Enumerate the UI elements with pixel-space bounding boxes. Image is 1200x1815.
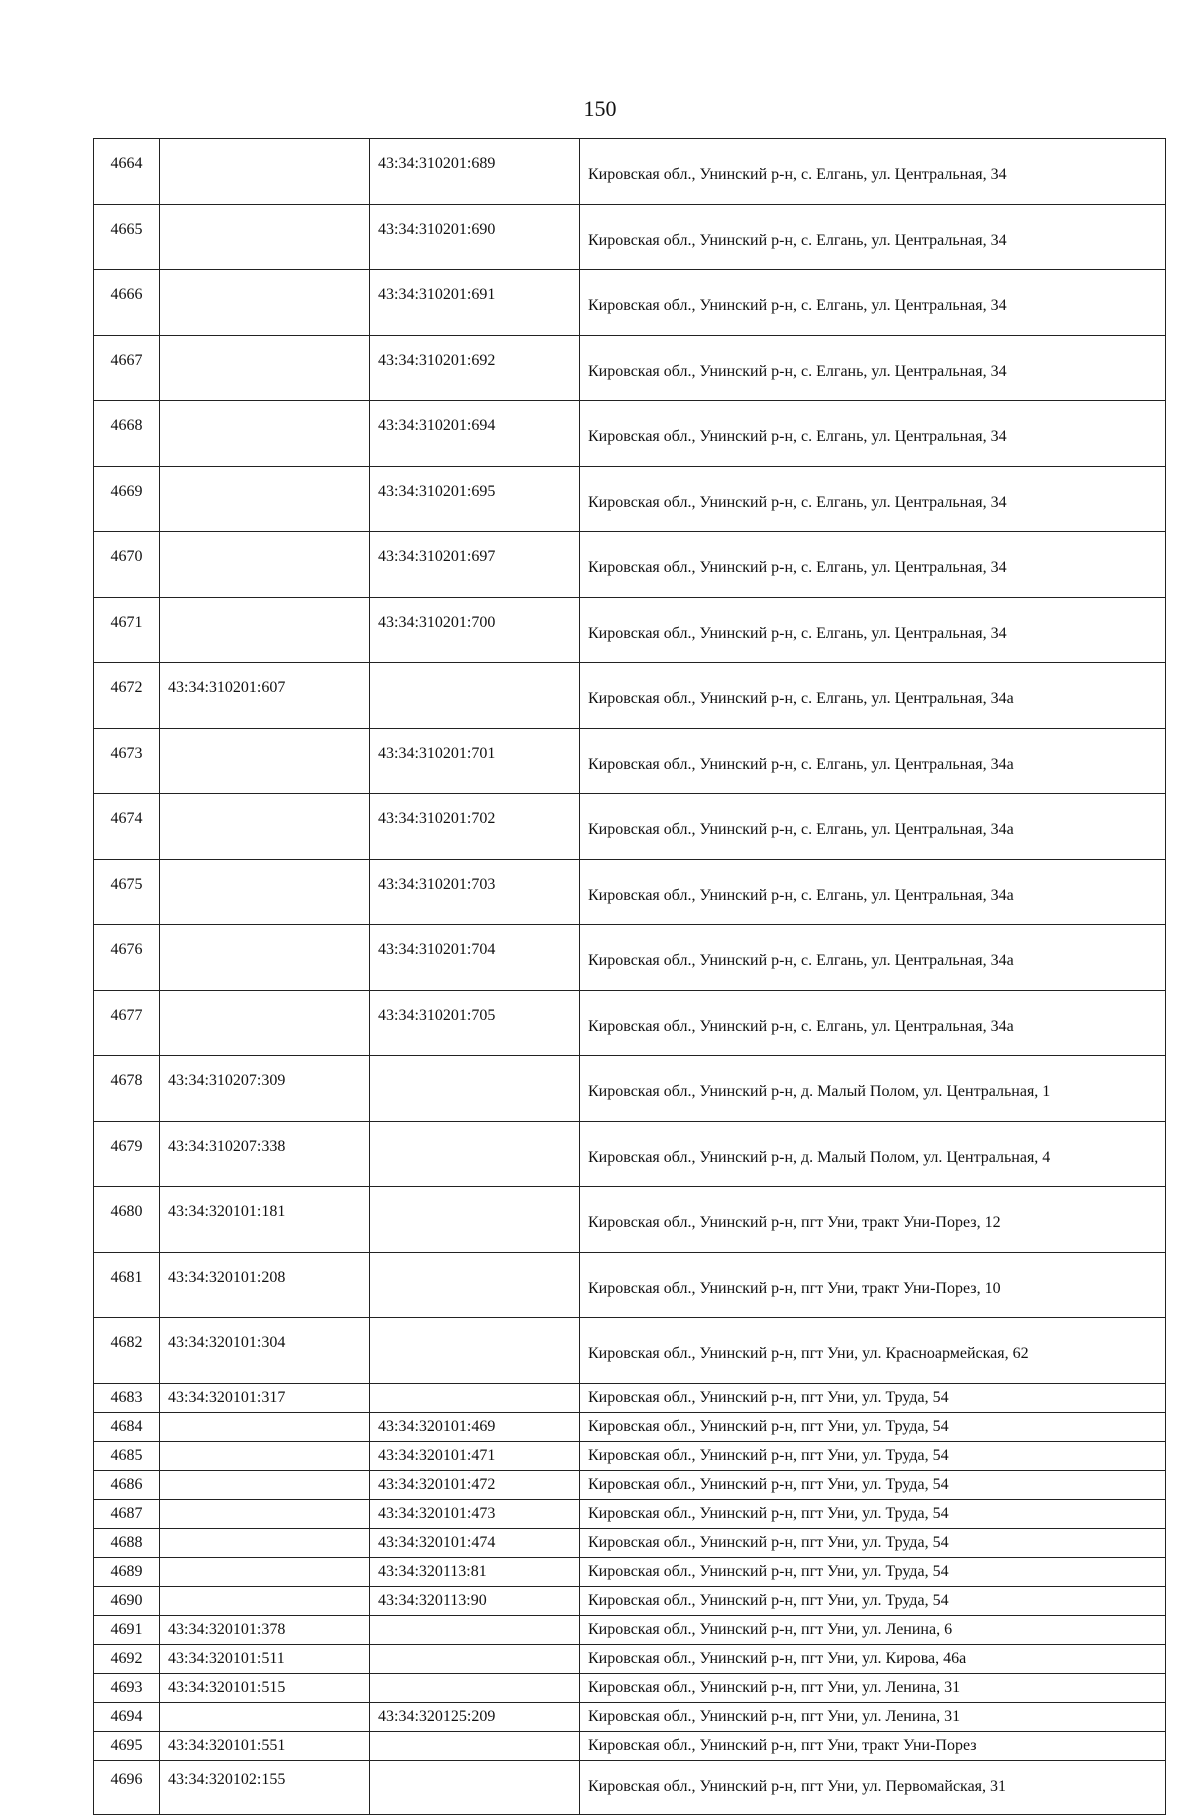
- row-number: 4687: [94, 1499, 160, 1528]
- cadastral-number-b: [370, 1383, 580, 1412]
- cadastral-number-a: 43:34:320101:515: [160, 1673, 370, 1702]
- cadastral-number-b: 43:34:310201:700: [370, 597, 580, 663]
- cadastral-number-a: [160, 466, 370, 532]
- address-cell: Кировская обл., Унинский р-н, пгт Уни, ул. Труда, 54: [580, 1528, 1166, 1557]
- cadastral-number-b: 43:34:310201:695: [370, 466, 580, 532]
- address-cell: Кировская обл., Унинский р-н, с. Елгань, ул. Центральная, 34а: [580, 728, 1166, 794]
- address-cell: Кировская обл., Унинский р-н, с. Елгань, ул. Центральная, 34: [580, 401, 1166, 467]
- row-number: 4689: [94, 1557, 160, 1586]
- cadastral-number-b: [370, 1644, 580, 1673]
- cadastral-number-b: 43:34:320101:471: [370, 1441, 580, 1470]
- cadastral-number-a: [160, 401, 370, 467]
- table-row: [94, 990, 1166, 1056]
- cadastral-number-b: [370, 1187, 580, 1253]
- cadastral-number-b: [370, 1731, 580, 1760]
- cadastral-number-a: [160, 1441, 370, 1470]
- address-cell: Кировская обл., Унинский р-н, с. Елгань, ул. Центральная, 34а: [580, 925, 1166, 991]
- row-number: 4668: [94, 401, 160, 467]
- cadastral-number-a: 43:34:310207:309: [160, 1056, 370, 1122]
- address-cell: Кировская обл., Унинский р-н, с. Елгань, ул. Центральная, 34: [580, 204, 1166, 270]
- cadastral-number-b: 43:34:310201:691: [370, 270, 580, 336]
- row-number: 4692: [94, 1644, 160, 1673]
- row-number: 4673: [94, 728, 160, 794]
- row-number: 4680: [94, 1187, 160, 1253]
- cadastral-number-a: [160, 1586, 370, 1615]
- cadastral-number-b: [370, 663, 580, 729]
- address-cell: Кировская обл., Унинский р-н, пгт Уни, ул. Труда, 54: [580, 1586, 1166, 1615]
- table-row: [94, 1702, 1166, 1731]
- table-row: [94, 1528, 1166, 1557]
- table-row: [94, 270, 1166, 336]
- cadastral-number-a: [160, 1528, 370, 1557]
- address-cell: Кировская обл., Унинский р-н, д. Малый Полом, ул. Центральная, 4: [580, 1121, 1166, 1187]
- address-cell: Кировская обл., Унинский р-н, с. Елгань, ул. Центральная, 34: [580, 597, 1166, 663]
- address-cell: Кировская обл., Унинский р-н, д. Малый Полом, ул. Центральная, 1: [580, 1056, 1166, 1122]
- cadastral-number-b: [370, 1056, 580, 1122]
- cadastral-number-b: 43:34:310201:697: [370, 532, 580, 598]
- row-number: 4691: [94, 1615, 160, 1644]
- address-cell: Кировская обл., Унинский р-н, пгт Уни, ул. Труда, 54: [580, 1557, 1166, 1586]
- cadastral-number-a: [160, 335, 370, 401]
- row-number: 4685: [94, 1441, 160, 1470]
- row-number: 4684: [94, 1412, 160, 1441]
- cadastral-number-b: 43:34:310201:702: [370, 794, 580, 860]
- cadastral-number-b: 43:34:320101:472: [370, 1470, 580, 1499]
- address-cell: Кировская обл., Унинский р-н, с. Елгань, ул. Центральная, 34а: [580, 663, 1166, 729]
- cadastral-number-a: [160, 1499, 370, 1528]
- table-row: [94, 1731, 1166, 1760]
- row-number: 4677: [94, 990, 160, 1056]
- cadastral-number-a: [160, 139, 370, 205]
- row-number: 4679: [94, 1121, 160, 1187]
- cadastral-number-a: 43:34:320101:551: [160, 1731, 370, 1760]
- cadastral-number-a: 43:34:320101:181: [160, 1187, 370, 1253]
- row-number: 4674: [94, 794, 160, 860]
- table-row: [94, 1586, 1166, 1615]
- registry-table-body: [94, 139, 1166, 1815]
- row-number: 4682: [94, 1318, 160, 1384]
- cadastral-number-b: 43:34:320101:474: [370, 1528, 580, 1557]
- registry-table: [93, 138, 1166, 1815]
- cadastral-number-a: [160, 728, 370, 794]
- table-row: [94, 1673, 1166, 1702]
- table-row: [94, 1318, 1166, 1384]
- address-cell: Кировская обл., Унинский р-н, пгт Уни, ул. Кирова, 46а: [580, 1644, 1166, 1673]
- address-cell: Кировская обл., Унинский р-н, пгт Уни, тракт Уни-Порез, 10: [580, 1252, 1166, 1318]
- row-number: 4665: [94, 204, 160, 270]
- table-row: [94, 1470, 1166, 1499]
- row-number: 4694: [94, 1702, 160, 1731]
- cadastral-number-a: 43:34:320101:511: [160, 1644, 370, 1673]
- cadastral-number-b: 43:34:310201:701: [370, 728, 580, 794]
- row-number: 4688: [94, 1528, 160, 1557]
- address-cell: Кировская обл., Унинский р-н, пгт Уни, ул. Ленина, 6: [580, 1615, 1166, 1644]
- cadastral-number-a: 43:34:310201:607: [160, 663, 370, 729]
- cadastral-number-b: 43:34:310201:692: [370, 335, 580, 401]
- cadastral-number-b: [370, 1252, 580, 1318]
- cadastral-number-a: 43:34:320101:317: [160, 1383, 370, 1412]
- cadastral-number-b: [370, 1673, 580, 1702]
- address-cell: Кировская обл., Унинский р-н, пгт Уни, ул. Ленина, 31: [580, 1673, 1166, 1702]
- table-row: [94, 1056, 1166, 1122]
- table-row: [94, 1760, 1166, 1814]
- row-number: 4696: [94, 1760, 160, 1814]
- table-row: [94, 532, 1166, 598]
- table-row: [94, 1121, 1166, 1187]
- cadastral-number-a: [160, 794, 370, 860]
- table-row: [94, 597, 1166, 663]
- cadastral-number-a: [160, 532, 370, 598]
- table-row: [94, 663, 1166, 729]
- row-number: 4664: [94, 139, 160, 205]
- row-number: 4681: [94, 1252, 160, 1318]
- cadastral-number-b: 43:34:310201:704: [370, 925, 580, 991]
- address-cell: Кировская обл., Унинский р-н, с. Елгань, ул. Центральная, 34: [580, 466, 1166, 532]
- address-cell: Кировская обл., Унинский р-н, с. Елгань, ул. Центральная, 34: [580, 532, 1166, 598]
- cadastral-number-b: 43:34:320113:90: [370, 1586, 580, 1615]
- row-number: 4686: [94, 1470, 160, 1499]
- table-row: [94, 1187, 1166, 1253]
- cadastral-number-b: 43:34:310201:694: [370, 401, 580, 467]
- cadastral-number-a: [160, 597, 370, 663]
- cadastral-number-a: [160, 990, 370, 1056]
- address-cell: Кировская обл., Унинский р-н, с. Елгань, ул. Центральная, 34: [580, 139, 1166, 205]
- row-number: 4669: [94, 466, 160, 532]
- address-cell: Кировская обл., Унинский р-н, пгт Уни, тракт Уни-Порез, 12: [580, 1187, 1166, 1253]
- table-row: [94, 335, 1166, 401]
- cadastral-number-a: [160, 270, 370, 336]
- row-number: 4675: [94, 859, 160, 925]
- address-cell: Кировская обл., Унинский р-н, с. Елгань, ул. Центральная, 34а: [580, 990, 1166, 1056]
- row-number: 4666: [94, 270, 160, 336]
- address-cell: Кировская обл., Унинский р-н, пгт Уни, тракт Уни-Порез: [580, 1731, 1166, 1760]
- cadastral-number-b: 43:34:320101:473: [370, 1499, 580, 1528]
- address-cell: Кировская обл., Унинский р-н, пгт Уни, ул. Труда, 54: [580, 1470, 1166, 1499]
- table-row: [94, 859, 1166, 925]
- address-cell: Кировская обл., Унинский р-н, с. Елгань, ул. Центральная, 34: [580, 270, 1166, 336]
- table-row: [94, 925, 1166, 991]
- cadastral-number-b: [370, 1760, 580, 1814]
- cadastral-number-a: [160, 859, 370, 925]
- table-row: [94, 1412, 1166, 1441]
- address-cell: Кировская обл., Унинский р-н, пгт Уни, ул. Первомайская, 31: [580, 1760, 1166, 1814]
- table-row: [94, 728, 1166, 794]
- table-row: [94, 466, 1166, 532]
- table-row: [94, 1644, 1166, 1673]
- row-number: 4693: [94, 1673, 160, 1702]
- address-cell: Кировская обл., Унинский р-н, с. Елгань, ул. Центральная, 34а: [580, 859, 1166, 925]
- cadastral-number-a: [160, 1412, 370, 1441]
- table-row: [94, 1383, 1166, 1412]
- address-cell: Кировская обл., Унинский р-н, с. Елгань, ул. Центральная, 34: [580, 335, 1166, 401]
- cadastral-number-a: [160, 925, 370, 991]
- cadastral-number-a: 43:34:320102:155: [160, 1760, 370, 1814]
- address-cell: Кировская обл., Унинский р-н, с. Елгань, ул. Центральная, 34а: [580, 794, 1166, 860]
- row-number: 4667: [94, 335, 160, 401]
- table-row: [94, 204, 1166, 270]
- address-cell: Кировская обл., Унинский р-н, пгт Уни, ул. Труда, 54: [580, 1441, 1166, 1470]
- row-number: 4676: [94, 925, 160, 991]
- cadastral-number-a: [160, 1702, 370, 1731]
- cadastral-number-b: [370, 1318, 580, 1384]
- cadastral-number-b: 43:34:310201:689: [370, 139, 580, 205]
- address-cell: Кировская обл., Унинский р-н, пгт Уни, ул. Труда, 54: [580, 1412, 1166, 1441]
- cadastral-number-b: 43:34:320101:469: [370, 1412, 580, 1441]
- table-row: [94, 1615, 1166, 1644]
- cadastral-number-b: 43:34:320113:81: [370, 1557, 580, 1586]
- address-cell: Кировская обл., Унинский р-н, пгт Уни, ул. Красноармейская, 62: [580, 1318, 1166, 1384]
- table-row: [94, 401, 1166, 467]
- cadastral-number-b: [370, 1121, 580, 1187]
- cadastral-number-a: 43:34:320101:208: [160, 1252, 370, 1318]
- table-row: [94, 139, 1166, 205]
- table-row: [94, 1557, 1166, 1586]
- cadastral-number-a: 43:34:310207:338: [160, 1121, 370, 1187]
- address-cell: Кировская обл., Унинский р-н, пгт Уни, ул. Труда, 54: [580, 1499, 1166, 1528]
- table-row: [94, 1441, 1166, 1470]
- address-cell: Кировская обл., Унинский р-н, пгт Уни, ул. Ленина, 31: [580, 1702, 1166, 1731]
- cadastral-number-b: 43:34:310201:705: [370, 990, 580, 1056]
- cadastral-number-b: 43:34:320125:209: [370, 1702, 580, 1731]
- table-row: [94, 794, 1166, 860]
- row-number: 4672: [94, 663, 160, 729]
- row-number: 4670: [94, 532, 160, 598]
- cadastral-number-a: [160, 1557, 370, 1586]
- table-row: [94, 1252, 1166, 1318]
- address-cell: Кировская обл., Унинский р-н, пгт Уни, ул. Труда, 54: [580, 1383, 1166, 1412]
- cadastral-number-a: [160, 204, 370, 270]
- row-number: 4690: [94, 1586, 160, 1615]
- cadastral-number-b: 43:34:310201:703: [370, 859, 580, 925]
- cadastral-number-b: [370, 1615, 580, 1644]
- row-number: 4683: [94, 1383, 160, 1412]
- page-number: 150: [583, 96, 617, 121]
- row-number: 4671: [94, 597, 160, 663]
- table-row: [94, 1499, 1166, 1528]
- cadastral-number-a: 43:34:320101:304: [160, 1318, 370, 1384]
- cadastral-number-a: 43:34:320101:378: [160, 1615, 370, 1644]
- row-number: 4695: [94, 1731, 160, 1760]
- cadastral-number-b: 43:34:310201:690: [370, 204, 580, 270]
- row-number: 4678: [94, 1056, 160, 1122]
- cadastral-number-a: [160, 1470, 370, 1499]
